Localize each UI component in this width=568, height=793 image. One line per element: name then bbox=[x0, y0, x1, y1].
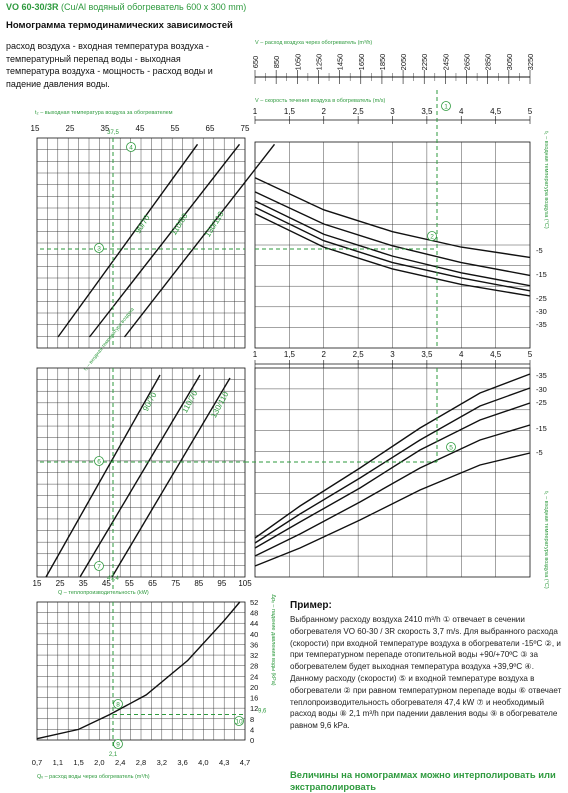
top-right-ytick-label: -35 bbox=[536, 320, 547, 329]
pressure-ytick-label: 24 bbox=[250, 672, 259, 682]
pressure-xtick-label: 2,8 bbox=[135, 758, 147, 767]
velocity-bottom-tick-label: 5 bbox=[527, 350, 533, 359]
pressure-xtick-label: 3,2 bbox=[156, 758, 168, 767]
pressure-ytick-label: 8 bbox=[250, 714, 255, 724]
velocity-bottom-tick-label: 1 bbox=[252, 350, 258, 359]
model-spec: (Cu/Al водяный обогреватель 600 x 300 mm) bbox=[61, 2, 247, 12]
pressure-xtick-label: 4,3 bbox=[218, 758, 230, 767]
airflow-tick-label: 1650 bbox=[356, 53, 366, 71]
velocity-top-tick-label: 2,5 bbox=[352, 107, 364, 116]
air-temp-out-label: t₂ – выходная температура воздуха за обогревателем bbox=[35, 110, 173, 116]
bottom-right-ytick-label: -35 bbox=[536, 371, 547, 380]
air-temp-out-tick-label: 45 bbox=[135, 124, 145, 133]
marker-1-label: 1 bbox=[444, 103, 448, 111]
velocity-top-tick-label: 4 bbox=[459, 107, 464, 116]
top-right-ytick-label: -15 bbox=[536, 270, 547, 279]
power-tick-label: 105 bbox=[238, 579, 252, 588]
power-tick-label: 95 bbox=[217, 579, 227, 588]
pressure-xtick-label: 4,7 bbox=[239, 758, 251, 767]
power-tick-label: 15 bbox=[32, 579, 42, 588]
airflow-tick-label: 2050 bbox=[399, 53, 409, 71]
power-tick-label: 35 bbox=[78, 579, 88, 588]
marker-4-label: 4 bbox=[129, 144, 133, 152]
airflow-tick-label: 1850 bbox=[377, 53, 387, 71]
power-tick-label: 55 bbox=[124, 579, 134, 588]
model-name: VO 60-30/3R bbox=[6, 2, 59, 12]
pressure-xtick-label: 1,1 bbox=[52, 758, 64, 767]
pressure-xtick-label: 2,0 bbox=[94, 758, 105, 767]
pressure-selected-flow: 2,1 bbox=[108, 752, 118, 758]
subtitle: Номограмма термодинамических зависимостей bbox=[6, 20, 233, 31]
velocity-bottom-tick-label: 1,5 bbox=[283, 350, 295, 359]
top-left-series-label: 90/70 bbox=[133, 213, 152, 236]
air-temp-out-tick-label: 55 bbox=[170, 124, 180, 133]
velocity-top-tick-label: 2 bbox=[321, 107, 326, 116]
velocity-bottom-tick-label: 4,5 bbox=[490, 350, 502, 359]
top-left-series-label: 130/110 bbox=[203, 209, 226, 239]
marker-5-label: 5 bbox=[449, 444, 453, 452]
air-temp-out-tick-label: 25 bbox=[65, 124, 75, 133]
airflow-tick-label: 1050 bbox=[293, 53, 303, 71]
bottom-right-ytick-label: -30 bbox=[536, 385, 547, 394]
pressure-ytick-label: 28 bbox=[250, 661, 259, 671]
pressure-ytick-label: 40 bbox=[250, 629, 259, 639]
pressure-ytick-label: 44 bbox=[250, 619, 259, 629]
air-temp-out-tick-label: 35 bbox=[100, 124, 110, 133]
air-temp-in-axis-note: t₁ – входная температура воздуха bbox=[82, 306, 136, 373]
top-right-ytick-label: -25 bbox=[536, 294, 547, 303]
velocity-top-axis-label: V – скорость течения воздуха в обогреватель (m/s) bbox=[255, 98, 386, 104]
bottom-left-series-label: 90/70 bbox=[141, 390, 159, 413]
velocity-top-tick-label: 3 bbox=[390, 107, 395, 116]
airflow-tick-label: 2250 bbox=[420, 53, 430, 71]
velocity-bottom-tick-label: 2,5 bbox=[352, 350, 364, 359]
velocity-top-tick-label: 5 bbox=[527, 107, 533, 116]
marker-3-label: 3 bbox=[97, 245, 101, 253]
airflow-tick-label: 1250 bbox=[314, 53, 324, 71]
pressure-curve bbox=[37, 602, 240, 739]
velocity-bottom-tick-label: 3,5 bbox=[421, 350, 433, 359]
velocity-top-tick-label: 4,5 bbox=[490, 107, 502, 116]
bottom-right-ytick-label: -25 bbox=[536, 398, 547, 407]
pressure-xtick-label: 1,5 bbox=[73, 758, 84, 767]
airflow-tick-label: 2850 bbox=[483, 53, 493, 71]
velocity-top-tick-label: 1 bbox=[252, 107, 258, 116]
top-right-ytick-label: -5 bbox=[536, 246, 543, 255]
bottom-left-series-label: 130/110 bbox=[209, 390, 231, 420]
bottom-right-ytick-label: -15 bbox=[536, 424, 547, 433]
bottom-right-ylabel: t₁ – входная температура воздуха (°C) bbox=[543, 491, 549, 589]
footer-note: Величины на номограммах можно интерполировать или экстраполировать bbox=[290, 769, 556, 792]
pressure-ytick-label: 16 bbox=[250, 693, 259, 703]
pressure-ytick-label: 52 bbox=[250, 598, 259, 607]
marker-6-label: 6 bbox=[97, 458, 101, 466]
power-axis-label: Q – теплопроизводительность (kW) bbox=[58, 590, 149, 596]
marker-10-label: 10 bbox=[235, 718, 243, 726]
pressure-ylabel: Δpᵥ – падение давления воды (kPa) bbox=[270, 594, 276, 686]
air-temp-out-tick-label: 65 bbox=[205, 124, 215, 133]
pressure-xtick-label: 3,6 bbox=[177, 758, 188, 767]
power-selected-label: 47,4 bbox=[107, 576, 119, 582]
marker-8-label: 8 bbox=[116, 701, 120, 709]
bottom-left-series-label: 110/70 bbox=[180, 389, 200, 415]
pressure-ytick-label: 48 bbox=[250, 608, 259, 618]
velocity-bottom-tick-label: 3 bbox=[390, 350, 395, 359]
airflow-tick-label: 3250 bbox=[526, 53, 535, 71]
pressure-xtick-label: 0,7 bbox=[31, 758, 43, 767]
description: расход воздуха - входная температура воздуха - температурный перепад воды - выходная температура воздуха - мощность - расход воды и падение давления воды. bbox=[6, 41, 213, 89]
velocity-top-tick-label: 1,5 bbox=[283, 107, 295, 116]
pressure-ytick-label: 36 bbox=[250, 640, 259, 650]
airflow-tick-label: 850 bbox=[272, 55, 282, 69]
example-title: Пример: bbox=[290, 600, 332, 611]
airflow-axis-label: V – расход воздуха через обогреватель (m³/h) bbox=[255, 40, 373, 46]
power-tick-label: 65 bbox=[148, 579, 158, 588]
power-tick-label: 45 bbox=[101, 579, 111, 588]
marker-2-label: 2 bbox=[430, 233, 434, 241]
pressure-ytick-label: 12 bbox=[250, 704, 259, 714]
pressure-selected-drop: 9,6 bbox=[258, 708, 267, 715]
airflow-tick-label: 1450 bbox=[335, 53, 345, 71]
air-temp-out-selected: 37,5 bbox=[107, 130, 119, 136]
air-temp-out-tick-label: 15 bbox=[30, 124, 40, 133]
top-left-series-label: 110/80 bbox=[169, 211, 190, 237]
pressure-ytick-label: 0 bbox=[250, 736, 255, 745]
pressure-ytick-label: 4 bbox=[250, 725, 255, 735]
power-tick-label: 25 bbox=[55, 579, 65, 588]
pressure-xlabel: Qᵥ – расход воды через обогреватель (m³/h) bbox=[37, 774, 150, 780]
pressure-ytick-label: 32 bbox=[250, 651, 259, 661]
marker-7-label: 7 bbox=[97, 563, 101, 571]
top-right-ylabel: t₁ – входная температура воздуха (°C) bbox=[543, 131, 549, 229]
velocity-bottom-tick-label: 4 bbox=[459, 350, 464, 359]
airflow-tick-label: 650 bbox=[251, 55, 260, 69]
marker-9-label: 9 bbox=[116, 741, 120, 749]
power-tick-label: 75 bbox=[171, 579, 181, 588]
example-text: Выбранному расходу воздуха 2410 m³/h ① отвечает в сечении обогревателя VO 60-30 / 3R скорость 3,7 m/s. Для выбранного расхода (скорости) при входной температуре воздуха в обогреватели -15ºC ②, и при температурном перепаде отопительной воды +90/+70ºC ③ за обогревателем будет выходная температура воздуха +39,9ºC ④. Данному расходу (скорости) ⑤ и входной температуре воздуха в обогреватели ② при равном температурном перепаде воды ⑥ отвечает теплопроизводительность обогревателя 47,4 kW ⑦ и необходимый расход воды ⑧ 2,1 m³/h при падении давления воды ⑨ в обогревателе равном 9,6 kPa. bbox=[290, 615, 562, 731]
pressure-xtick-label: 2,4 bbox=[114, 758, 126, 767]
pressure-xtick-label: 4,0 bbox=[198, 758, 209, 767]
airflow-tick-label: 2450 bbox=[441, 53, 451, 71]
airflow-tick-label: 3050 bbox=[504, 53, 514, 71]
velocity-bottom-tick-label: 2 bbox=[321, 350, 326, 359]
power-tick-label: 85 bbox=[194, 579, 204, 588]
bottom-right-ytick-label: -5 bbox=[536, 448, 543, 457]
top-right-ytick-label: -30 bbox=[536, 307, 547, 316]
velocity-top-tick-label: 3,5 bbox=[421, 107, 433, 116]
airflow-tick-label: 2650 bbox=[462, 53, 472, 71]
pressure-ytick-label: 20 bbox=[250, 682, 259, 692]
air-temp-out-tick-label: 75 bbox=[240, 124, 250, 133]
